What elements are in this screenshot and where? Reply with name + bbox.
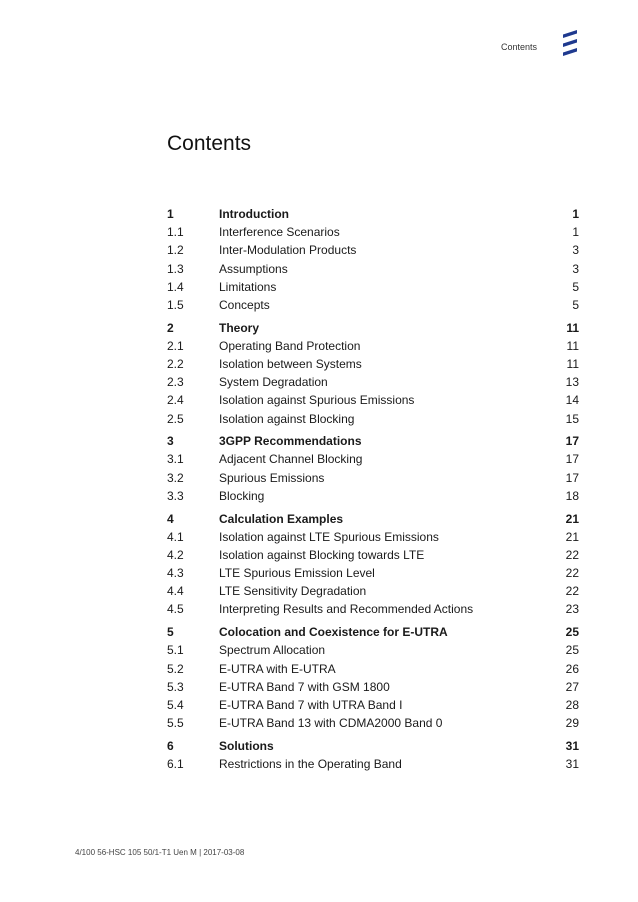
toc-entry-title: Isolation against Blocking [219, 411, 355, 426]
toc-entry-page: 23 [565, 602, 579, 617]
toc-item-row[interactable] [167, 600, 579, 618]
toc-item-row[interactable] [167, 223, 579, 241]
toc-entry-page: 3 [572, 261, 579, 276]
toc-entry-title: Blocking [219, 488, 265, 503]
toc-section [167, 510, 579, 619]
toc-chapter-row[interactable] [167, 432, 579, 450]
toc-entry-number: 4.4 [167, 584, 184, 599]
toc-entry-title: Isolation against LTE Spurious Emissions [219, 529, 439, 544]
toc-entry-title: Restrictions in the Operating Band [219, 756, 402, 771]
toc-entry-title: Introduction [219, 207, 289, 221]
toc-item-row[interactable] [167, 450, 579, 468]
toc-entry-title: Interference Scenarios [219, 225, 340, 240]
toc-entry-number: 5 [167, 625, 174, 640]
toc-section [167, 737, 579, 773]
toc-entry-title: Calculation Examples [219, 511, 344, 526]
toc-item-row[interactable] [167, 564, 579, 582]
toc-entry-number: 4.1 [167, 529, 184, 544]
toc-item-row[interactable] [167, 391, 579, 409]
toc-entry-number: 1.5 [167, 297, 184, 312]
toc-item-row[interactable] [167, 641, 579, 659]
toc-entry-title: E-UTRA Band 7 with UTRA Band I [219, 697, 403, 712]
toc-entry-title: System Degradation [219, 375, 328, 390]
toc-entry-title: Interpreting Results and Recommended Actions [219, 602, 474, 617]
toc-entry-page: 17 [565, 434, 579, 449]
toc-entry-title: Inter-Modulation Products [219, 243, 357, 258]
toc-entry-page: 21 [565, 529, 579, 544]
toc-entry-number: 4.5 [167, 602, 184, 617]
toc-item-row[interactable] [167, 410, 579, 428]
toc-chapter-row[interactable] [167, 623, 579, 641]
toc-entry-page: 22 [565, 547, 579, 562]
toc-entry-number: 5.3 [167, 679, 184, 694]
toc-entry-number: 6 [167, 738, 174, 753]
toc-entry-title: Assumptions [219, 261, 288, 276]
toc-entry-title: Solutions [219, 738, 274, 753]
toc-entry-title: 3GPP Recommendations [219, 434, 362, 449]
toc-item-row[interactable] [167, 528, 579, 546]
toc-entry-page: 25 [565, 625, 579, 640]
toc-item-row[interactable] [167, 696, 579, 714]
toc-entry-page: 26 [565, 661, 579, 676]
toc-entry-page: 5 [572, 297, 579, 312]
toc-item-row[interactable] [167, 241, 579, 259]
toc-entry-page: 15 [565, 411, 579, 426]
toc-entry-title: LTE Sensitivity Degradation [219, 584, 367, 599]
toc-entry-number: 3.1 [167, 452, 184, 467]
toc-entry-number: 5.1 [167, 643, 184, 658]
toc-item-row[interactable] [167, 296, 579, 314]
toc-entry-number: 2.2 [167, 357, 184, 371]
toc-entry-number: 4.2 [167, 547, 184, 562]
toc-section [167, 319, 579, 428]
toc-item-row[interactable] [167, 582, 579, 600]
toc-entry-title: Adjacent Channel Blocking [219, 452, 363, 467]
toc-entry-number: 2.3 [167, 375, 184, 390]
toc-entry-title: Limitations [219, 279, 277, 294]
toc-entry-page: 31 [565, 756, 579, 771]
toc-entry-title: E-UTRA with E-UTRA [219, 661, 336, 676]
toc-entry-title: Spurious Emissions [219, 470, 325, 485]
toc-entry-number: 2.4 [167, 393, 184, 408]
toc-item-row[interactable] [167, 260, 579, 278]
header-section-label: Contents [500, 42, 537, 52]
toc-entry-page: 11 [566, 357, 579, 371]
toc-entry-number: 6.1 [167, 756, 184, 771]
toc-entry-title: LTE Spurious Emission Level [219, 566, 375, 581]
toc-entry-title: Operating Band Protection [219, 338, 361, 353]
toc-entry-page: 25 [565, 643, 579, 658]
toc-entry-page: 22 [565, 584, 579, 599]
toc-entry-page: 3 [572, 243, 579, 258]
toc-entry-number: 4.3 [167, 566, 184, 581]
toc-entry-number: 1.2 [167, 243, 184, 258]
toc-chapter-row[interactable] [167, 205, 579, 223]
toc-entry-title: Spectrum Allocation [219, 643, 326, 658]
toc-item-row[interactable] [167, 755, 579, 773]
toc-entry-title: Isolation against Spurious Emissions [219, 393, 415, 408]
toc-entry-title: Theory [219, 320, 260, 335]
toc-entry-number: 3 [167, 434, 174, 449]
toc-section [167, 623, 579, 732]
toc-entry-number: 1 [167, 207, 174, 221]
toc-entry-page: 13 [565, 375, 579, 390]
toc-item-row[interactable] [167, 337, 579, 355]
toc-entry-number: 3.3 [167, 488, 184, 503]
toc-entry-page: 17 [565, 470, 579, 485]
page-title: Contents [167, 132, 252, 155]
table-of-contents [167, 205, 579, 778]
toc-item-row[interactable] [167, 546, 579, 564]
toc-entry-page: 27 [565, 679, 579, 694]
toc-entry-page: 31 [565, 738, 579, 753]
toc-entry-title: Concepts [219, 297, 270, 312]
toc-entry-page: 5 [572, 279, 579, 294]
toc-entry-title: Isolation against Blocking towards LTE [219, 547, 425, 562]
toc-chapter-row[interactable] [167, 319, 579, 337]
toc-chapter-row[interactable] [167, 510, 579, 528]
toc-entry-page: 11 [566, 320, 579, 335]
toc-entry-page: 18 [565, 488, 579, 503]
toc-entry-title: E-UTRA Band 13 with CDMA2000 Band 0 [219, 716, 443, 731]
toc-entry-page: 28 [565, 697, 579, 712]
toc-item-row[interactable] [167, 373, 579, 391]
toc-entry-page: 17 [565, 452, 579, 467]
toc-entry-page: 22 [565, 566, 579, 581]
toc-entry-number: 3.2 [167, 470, 184, 485]
toc-entry-number: 5.2 [167, 661, 184, 676]
toc-item-row[interactable] [167, 355, 579, 373]
toc-section [167, 205, 579, 314]
toc-entry-number: 5.5 [167, 716, 184, 731]
toc-entry-number: 1.3 [167, 261, 184, 276]
toc-section [167, 432, 579, 505]
toc-entry-number: 5.4 [167, 697, 184, 712]
toc-entry-page: 1 [572, 207, 579, 221]
toc-chapter-row[interactable] [167, 737, 579, 755]
toc-item-row[interactable] [167, 487, 579, 505]
toc-entry-number: 2.5 [167, 411, 184, 426]
toc-entry-title: Colocation and Coexistence for E-UTRA [219, 625, 448, 640]
toc-item-row[interactable] [167, 660, 579, 678]
ericsson-logo-icon [560, 29, 580, 57]
toc-entry-page: 11 [566, 338, 579, 353]
toc-item-row[interactable] [167, 714, 579, 732]
toc-entry-page: 29 [565, 716, 579, 731]
toc-item-row[interactable] [167, 278, 579, 296]
toc-item-row[interactable] [167, 469, 579, 487]
toc-entry-number: 2 [167, 320, 174, 335]
toc-entry-number: 4 [167, 511, 174, 526]
toc-entry-title: E-UTRA Band 7 with GSM 1800 [219, 679, 390, 694]
toc-entry-title: Isolation between Systems [219, 357, 362, 371]
toc-entry-page: 21 [565, 511, 579, 526]
toc-entry-page: 14 [565, 393, 579, 408]
toc-entry-number: 2.1 [167, 338, 184, 353]
toc-entry-number: 1.1 [167, 225, 184, 240]
toc-entry-number: 1.4 [167, 279, 184, 294]
footer-doc-reference: 4/100 56-HSC 105 50/1-T1 Uen M | 2017-03-08 [75, 848, 245, 857]
toc-entry-page: 1 [572, 225, 579, 240]
toc-item-row[interactable] [167, 678, 579, 696]
